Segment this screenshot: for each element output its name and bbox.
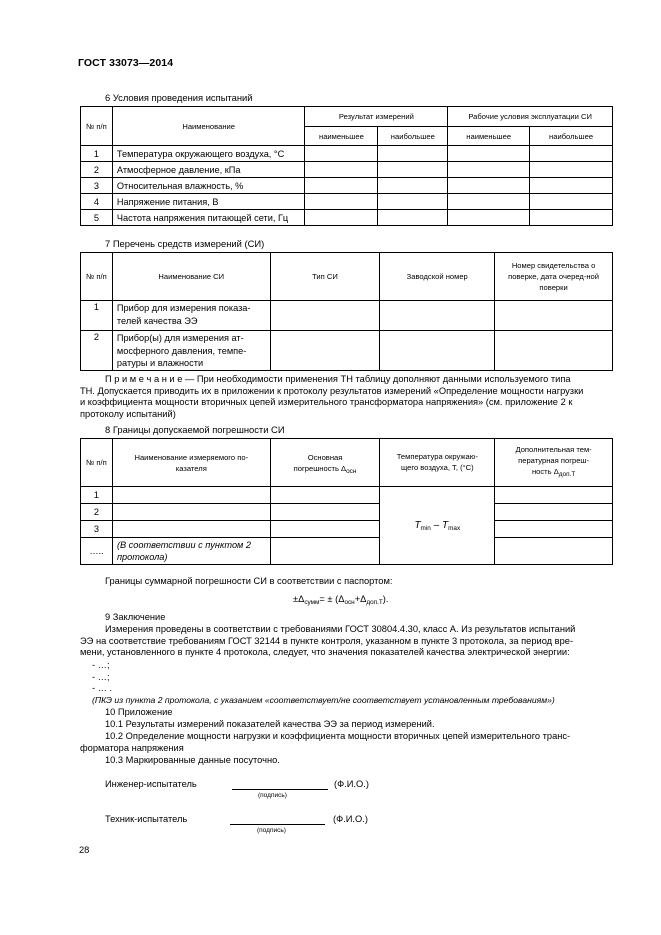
instruments-table xyxy=(80,252,613,371)
note-text: и коэффициента мощности вторичных цепей измерительного трансформатора напряжения» (см. приложение 2 к xyxy=(80,397,573,408)
row-name-line: ратуры и влажности xyxy=(116,358,204,368)
technician-signature-line xyxy=(230,813,325,825)
row-name-line: телей качества ЭЭ xyxy=(116,316,198,326)
summary-text: Границы суммарной погрешности СИ в соответствии с паспортом: xyxy=(105,576,393,586)
col-header-serial: Заводской номер xyxy=(380,253,495,301)
row-name: Напряжение питания, В xyxy=(112,194,305,210)
note-label: П р и м е ч а н и е xyxy=(105,374,183,384)
page-number: 28 xyxy=(79,845,90,855)
row-name-line: мосферного давления, темпе- xyxy=(116,345,247,356)
engineer-signature-caption: (подпись) xyxy=(258,792,287,799)
table-row xyxy=(81,146,613,162)
note-text: — При необходимости применения ТН таблицу дополняют данными используемого типа xyxy=(182,374,571,384)
table-note xyxy=(80,374,613,420)
col-header-si-type: Тип СИ xyxy=(270,253,380,301)
table-row xyxy=(81,487,613,504)
document-header: ГОСТ 33073—2014 xyxy=(78,57,174,69)
table-row xyxy=(81,210,613,226)
row-name: Частота напряжения питающей сети, Гц xyxy=(112,210,305,226)
col-header-temperature: щего воздуха, T, (°C) xyxy=(400,463,474,472)
row-number: 2 xyxy=(81,504,113,521)
table-row xyxy=(81,162,613,178)
row-number: 2 xyxy=(81,162,113,178)
col-header-work-max: наибольшее xyxy=(530,127,613,146)
col-header-no: № п/п xyxy=(81,439,113,487)
conclusion-text: Измерения проведены в соответствии с требованиями ГОСТ 30804.4.30, класс А. Из результатов испытаний ЭЭ на соответствие требованиям ГОСТ 32144 в пункте контроля, указанном в пункте 3 протокола, за период вре- мени, установленного в пункте 4 протокола, следует, что значения показателей качества электрической энергии: xyxy=(80,624,576,658)
row-number: 2 xyxy=(81,331,113,371)
table-row xyxy=(81,331,613,371)
summary-formula: $\pm\Delta_{сумм}= \pm (\Delta_{осн}+\Delta_{доп.T})$. xyxy=(293,594,389,606)
col-header-work-min: наименьшее xyxy=(448,127,530,146)
error-limits-table xyxy=(80,438,613,565)
temperature-range: $T_{min} - T_{max}$ xyxy=(380,487,495,565)
table-row xyxy=(81,178,613,194)
col-header-add-error: пературная погреш- xyxy=(518,456,590,465)
conclusion-list xyxy=(92,660,112,695)
row-name: Относительная влажность, % xyxy=(112,178,305,194)
section-6-title: 6 Условия проведения испытаний xyxy=(105,92,253,103)
row-name: Атмосферное давление, кПа xyxy=(112,162,305,178)
row-number: 4 xyxy=(81,194,113,210)
col-header-temperature: Температура окружаю- xyxy=(396,452,478,461)
col-header-indicator: казателя xyxy=(175,464,207,473)
table-row xyxy=(81,521,613,538)
col-header-add-error: Дополнительная тем- xyxy=(515,445,592,454)
technician-label: Техник-испытатель xyxy=(105,814,188,824)
row-name-line: Прибор(ы) для измерения ат- xyxy=(116,333,244,343)
test-conditions-table xyxy=(80,106,613,226)
row-name-line: протокола) xyxy=(116,552,168,562)
col-header-si-name: Наименование СИ xyxy=(112,253,270,301)
col-header-base-error: Основная xyxy=(307,453,343,462)
subscript: доп.T xyxy=(558,471,576,478)
row-number: 1 xyxy=(81,146,113,162)
list-item: - …; xyxy=(92,660,110,670)
row-number: ….. xyxy=(81,538,113,565)
col-header-add-error: ность Δ xyxy=(531,467,559,476)
row-number: 5 xyxy=(81,210,113,226)
row-number: 3 xyxy=(81,521,113,538)
col-header-no: № п/п xyxy=(81,253,113,301)
technician-signature-caption: (подпись) xyxy=(257,827,286,834)
section-9-title: 9 Заключение xyxy=(105,612,166,622)
table-row xyxy=(81,504,613,521)
col-header-result: Результат измерений xyxy=(305,107,448,127)
table-row xyxy=(81,538,613,565)
technician-fio: (Ф.И.О.) xyxy=(333,814,368,824)
col-header-res-min: наименьшее xyxy=(305,127,378,146)
subscript: осн xyxy=(346,468,357,475)
row-number: 3 xyxy=(81,178,113,194)
list-item: - … . xyxy=(92,683,113,694)
section-7-title: 7 Перечень средств измерений (СИ) xyxy=(105,238,265,249)
col-header-base-error: погрешность Δ xyxy=(293,464,347,473)
conclusion-note: (ПКЭ из пункта 2 протокола, с указанием «соответствует/не соответствует установленным требованиям») xyxy=(92,695,555,705)
section-10-title: 10 Приложение xyxy=(105,707,173,717)
list-item: - …; xyxy=(92,671,110,682)
table-row xyxy=(81,301,613,331)
note-text: ТН. Допускается приводить их в приложении к протоколу результатов измерений «Определение мощности нагрузки xyxy=(80,385,584,396)
engineer-signature-line xyxy=(232,778,328,790)
col-header-certificate: Номер свидетельства о поверке, дата очеред-ной поверки xyxy=(495,253,613,301)
col-header-name: Наименование xyxy=(112,107,305,146)
row-name-line: (В соответствии с пунктом 2 xyxy=(116,540,252,550)
appendix-item: 10.2 Определение мощности нагрузки и коэффициента мощности вторичных цепей измерительного транс- форматора напряжения xyxy=(80,731,571,753)
table-row xyxy=(81,194,613,210)
row-name: Температура окружающего воздуха, °С xyxy=(112,146,305,162)
appendix-item: 10.1 Результаты измерений показателей качества ЭЭ за период измерений. xyxy=(105,719,435,729)
col-header-res-max: наибольшее xyxy=(378,127,448,146)
engineer-label: Инженер-испытатель xyxy=(105,779,197,789)
col-header-no: № п/п xyxy=(81,107,113,146)
row-name-line: Прибор для измерения показа- xyxy=(116,303,251,313)
section-8-title: 8 Границы допускаемой погрешности СИ xyxy=(105,424,285,435)
row-number: 1 xyxy=(81,487,113,504)
col-header-work-conditions: Рабочие условия эксплуатации СИ xyxy=(448,107,613,127)
appendix-item: 10.3 Маркированные данные посуточно. xyxy=(105,755,280,765)
col-header-indicator: Наименование измеряемого по- xyxy=(134,453,249,462)
note-text: протоколу испытаний) xyxy=(80,408,176,419)
engineer-fio: (Ф.И.О.) xyxy=(334,779,369,789)
row-number: 1 xyxy=(81,301,113,331)
